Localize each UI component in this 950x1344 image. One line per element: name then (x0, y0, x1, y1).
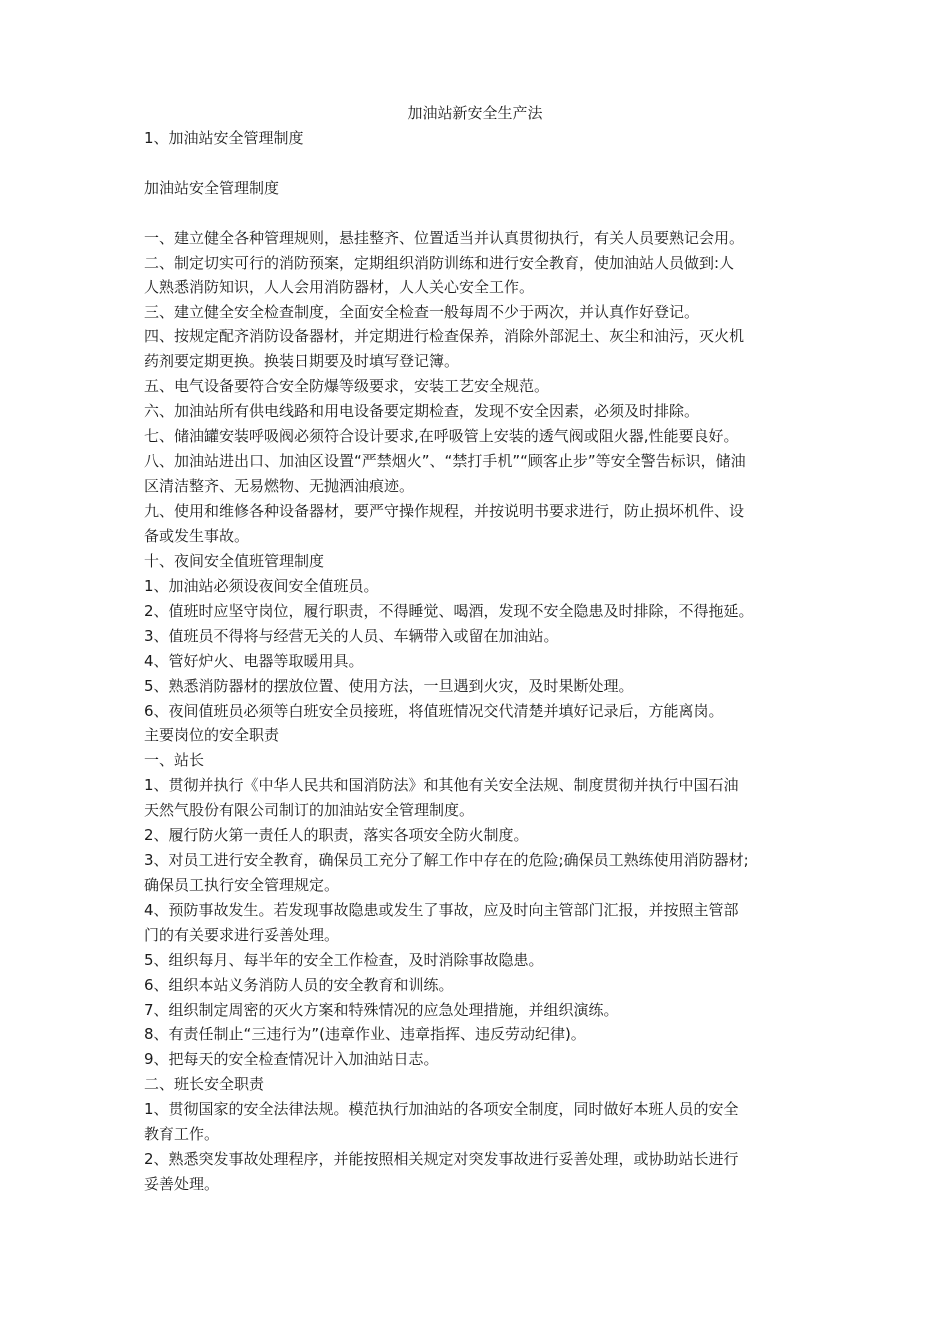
text-line: 三、建立健全安全检查制度，全面安全检查一般每周不少于两次，并认真作好登记。 (144, 303, 700, 321)
text-line: 5、组织每月、每半年的安全工作检查，及时消除事故隐患。 (144, 951, 544, 969)
text-line: 七、储油罐安装呼吸阀必须符合设计要求,在呼吸管上安装的透气阀或阻火器,性能要良好。 (144, 427, 739, 445)
text-line: 药剂要定期更换。换装日期要及时填写登记簿。 (144, 352, 460, 370)
text-line: 十、夜间安全值班管理制度 (144, 552, 325, 570)
text-line: 3、对员工进行安全教育，确保员工充分了解工作中存在的危险;确保员工熟练使用消防器材; (144, 851, 749, 869)
text-line: 备或发生事故。 (144, 527, 250, 545)
text-line: 六、加油站所有供电线路和用电设备要定期检查，发现不安全因素，必须及时排除。 (144, 402, 700, 420)
text-line: 教育工作。 (144, 1125, 220, 1143)
text-line: 5、熟悉消防器材的摆放位置、使用方法，一旦遇到火灾，及时果断处理。 (144, 677, 634, 695)
text-line: 八、加油站进出口、加油区设置“严禁烟火”、“禁打手机”“顾客止步”等安全警告标识，储油 (144, 452, 746, 470)
text-line: 6、组织本站义务消防人员的安全教育和训练。 (144, 976, 454, 994)
text-line: 门的有关要求进行妥善处理。 (144, 926, 340, 944)
text-line: 二、制定切实可行的消防预案，定期组织消防训练和进行安全教育，使加油站人员做到:人 (144, 254, 735, 272)
text-line: 2、熟悉突发事故处理程序，并能按照相关规定对突发事故进行妥善处理，或协助站长进行 (144, 1150, 739, 1168)
text-line: 3、值班员不得将与经营无关的人员、车辆带入或留在加油站。 (144, 627, 559, 645)
text-line: 1、贯彻国家的安全法律法规。模范执行加油站的各项安全制度，同时做好本班人员的安全 (144, 1100, 739, 1118)
text-line: 人熟悉消防知识，人人会用消防器材，人人关心安全工作。 (144, 278, 535, 296)
text-line: 1、加油站安全管理制度 (144, 129, 304, 147)
text-line: 九、使用和维修各种设备器材，要严守操作规程，并按说明书要求进行，防止损坏机件、设 (144, 502, 745, 520)
text-line: 一、建立健全各种管理规则，悬挂整齐、位置适当并认真贯彻执行，有关人员要熟记会用。 (144, 229, 745, 247)
text-line: 天然气股份有限公司制订的加油站安全管理制度。 (144, 801, 475, 819)
text-line: 6、夜间值班员必须等白班安全员接班，将值班情况交代清楚并填好记录后，方能离岗。 (144, 702, 724, 720)
text-line: 妥善处理。 (144, 1175, 220, 1193)
text-line: 9、把每天的安全检查情况计入加油站日志。 (144, 1050, 439, 1068)
text-line: 2、值班时应坚守岗位，履行职责，不得睡觉、喝酒，发现不安全隐患及时排除，不得拖延。 (144, 602, 754, 620)
text-line: 二、班长安全职责 (144, 1075, 265, 1093)
text-line: 加油站安全管理制度 (144, 179, 280, 197)
text-line: 1、贯彻并执行《中华人民共和国消防法》和其他有关安全法规、制度贯彻并执行中国石油 (144, 776, 739, 794)
text-line: 主要岗位的安全职责 (144, 726, 280, 744)
text-line: 一、站长 (144, 751, 205, 769)
text-line: 7、组织制定周密的灭火方案和特殊情况的应急处理措施，并组织演练。 (144, 1001, 619, 1019)
text-line: 区清洁整齐、无易燃物、无抛洒油痕迹。 (144, 477, 415, 495)
text-line: 8、有责任制止“三违行为”(违章作业、违章指挥、违反劳动纪律)。 (144, 1025, 586, 1043)
text-line: 4、预防事故发生。若发现事故隐患或发生了事故，应及时向主管部门汇报，并按照主管部 (144, 901, 739, 919)
text-line: 4、管好炉火、电器等取暖用具。 (144, 652, 364, 670)
text-line: 2、履行防火第一责任人的职责，落实各项安全防火制度。 (144, 826, 529, 844)
text-line: 四、按规定配齐消防设备器材，并定期进行检查保养，消除外部泥土、灰尘和油污，灭火机 (144, 327, 745, 345)
document-title: 加油站新安全生产法 (407, 104, 543, 122)
text-line: 五、电气设备要符合安全防爆等级要求，安装工艺安全规范。 (144, 377, 550, 395)
text-line: 确保员工执行安全管理规定。 (144, 876, 340, 894)
text-line: 1、加油站必须设夜间安全值班员。 (144, 577, 379, 595)
